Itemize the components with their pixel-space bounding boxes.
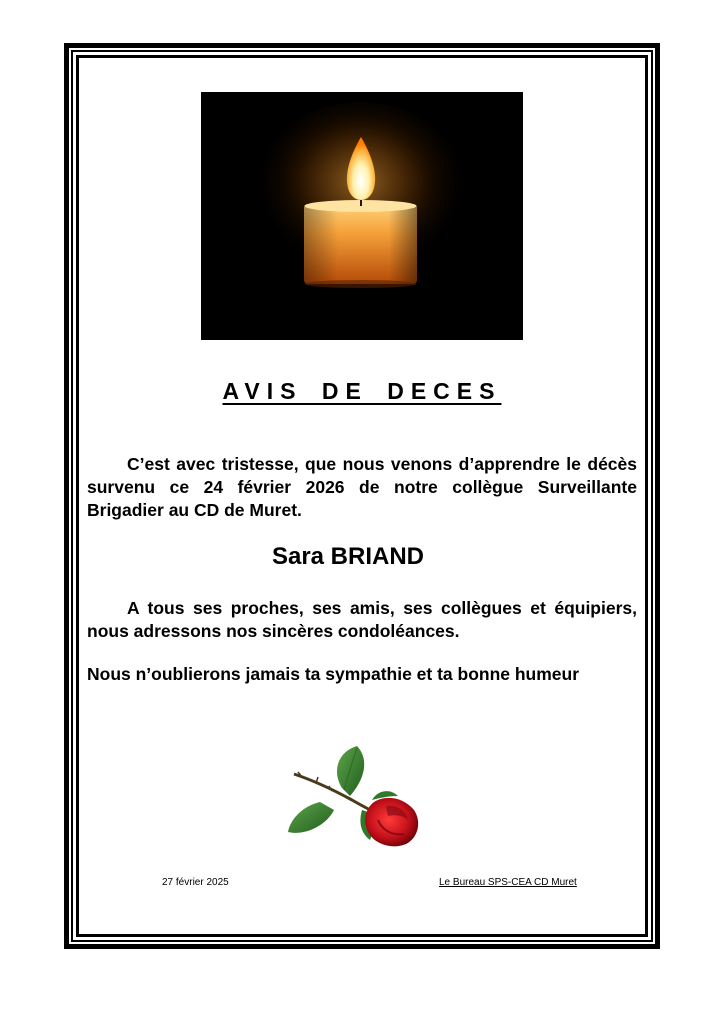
candle-image xyxy=(201,92,523,340)
rose-image xyxy=(282,740,432,855)
deceased-name: Sara BRIAND xyxy=(271,543,425,570)
intro-paragraph: C’est avec tristesse, que nous venons d’apprendre le décès survenu ce 24 février 2026 de notre collègue Surveillante Brigadier au CD de Muret. xyxy=(87,454,637,520)
condolences-paragraph: A tous ses proches, ses amis, ses collègues et équipiers, nous adressons nos sincères condoléances. xyxy=(87,598,637,641)
closing-line: Nous n’oublierons jamais ta sympathie et ta bonne humeur xyxy=(87,664,580,684)
notice-title: AVIS DE DECES xyxy=(222,378,502,404)
footer-date: 27 février 2025 xyxy=(162,877,229,888)
footer-signature: Le Bureau SPS-CEA CD Muret xyxy=(439,877,577,888)
